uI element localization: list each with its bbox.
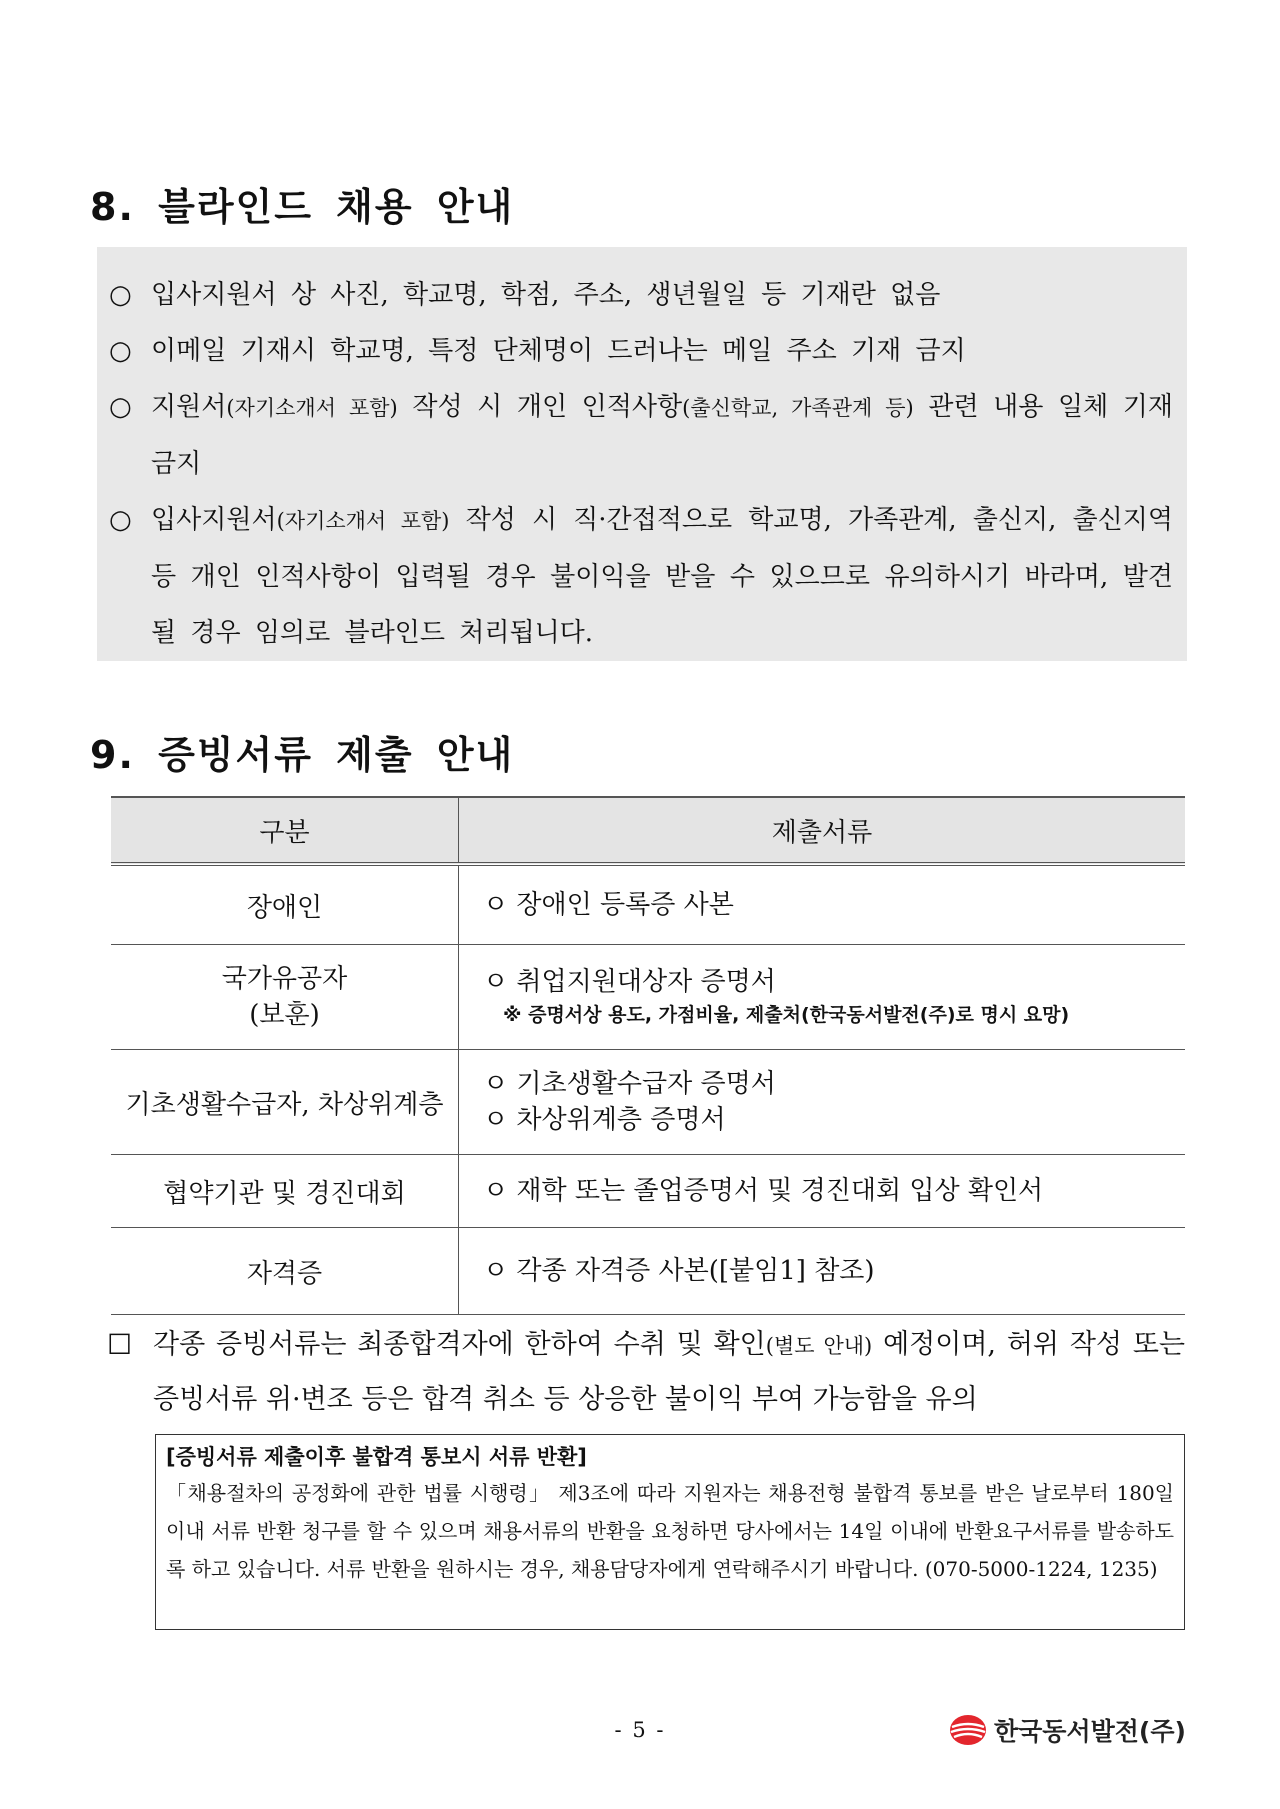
- row-category: 자격증: [111, 1228, 459, 1315]
- blind-item-text: 입사지원서: [151, 505, 277, 535]
- header-category: 구분: [111, 797, 459, 864]
- page-number: - 5 -: [614, 1718, 666, 1742]
- blind-item-small: (자기소개서 포함): [276, 509, 450, 533]
- ewp-logo-icon: [948, 1713, 988, 1747]
- circle-bullet: ○: [109, 336, 132, 366]
- documents-table: [111, 796, 1185, 1315]
- row-category: 협약기관 및 경진대회: [111, 1155, 459, 1228]
- return-box-title: [증빙서류 제출이후 불합격 통보시 서류 반환]: [166, 1445, 587, 1469]
- circle-bullet: ○: [109, 505, 132, 535]
- blind-item-3: [109, 379, 1173, 492]
- document-return-box: [155, 1434, 1185, 1630]
- row-category-sub: (보훈): [249, 1000, 320, 1030]
- row-document: ㅇ 차상위계층 증명서: [483, 1105, 726, 1135]
- row-category: 국가유공자: [221, 964, 348, 994]
- blind-item-2: [109, 323, 1173, 379]
- blind-item-1: [109, 267, 1173, 323]
- return-box-body: 「채용절차의 공정화에 관한 법률 시행령」 제3조에 따라 지원자는 채용전형 불합격 통보를 받은 날로부터 180일 이내 서류 반환 청구를 할 수 있으며 채용서류의 반환을 요청하면 당사에서는 14일 이내에 반환요구서류를 발송하도록 하고 있습니다. 서류 반환을 원하시는 경우, 채용담당자에게 연락해주시기 바랍니다. (070-5000-1224, 1235): [166, 1481, 1174, 1581]
- blind-item-text: 관련 내용 일체 기재 금지: [151, 392, 1173, 479]
- row-document: ㅇ 취업지원대상자 증명서: [483, 967, 776, 997]
- table-row: [111, 1228, 1185, 1315]
- row-category: 기초생활수급자, 차상위계층: [111, 1050, 459, 1155]
- blind-item-small: (출신학교, 가족관계 등): [682, 396, 914, 420]
- circle-bullet: ○: [109, 280, 132, 310]
- section-8-title: 8. 블라인드 채용 안내: [90, 185, 515, 229]
- blind-item-text: 작성 시 직·간접적으로 학교명, 가족관계, 출신지, 출신지역 등 개인 인적사항이 입력될 경우 불이익을 받을 수 있으므로 유의하시기 바라며, 발견될 경우 임의로 블라인드 처리됩니다.: [151, 505, 1173, 648]
- row-document: ㅇ 각종 자격증 사본([붙임1] 참조): [483, 1256, 875, 1286]
- table-row: [111, 864, 1185, 945]
- submission-note: [107, 1318, 1185, 1427]
- table-row: [111, 1050, 1185, 1155]
- blind-item-text: 입사지원서 상 사진, 학교명, 학점, 주소, 생년월일 등 기재란 없음: [151, 280, 941, 310]
- logo-text: 한국동서발전(주): [994, 1717, 1186, 1746]
- submission-note-small: (별도 안내): [765, 1334, 873, 1358]
- row-document: ㅇ 재학 또는 졸업증명서 및 경진대회 입상 확인서: [483, 1176, 1044, 1206]
- blind-item-text: 지원서: [151, 392, 227, 422]
- table-row: [111, 1155, 1185, 1228]
- row-note: ※ 증명서상 용도, 가점비율, 제출처(한국동서발전(주)로 명시 요망): [503, 1004, 1070, 1026]
- blind-recruitment-box: [97, 247, 1187, 661]
- row-category: 장애인: [111, 864, 459, 945]
- row-document: ㅇ 기초생활수급자 증명서: [483, 1069, 776, 1099]
- blind-item-text: 이메일 기재시 학교명, 특정 단체명이 드러나는 메일 주소 기재 금지: [151, 336, 966, 366]
- blind-item-4: [109, 492, 1173, 661]
- checkbox-bullet: ☐: [107, 1328, 133, 1361]
- table-row: [111, 945, 1185, 1050]
- header-documents: 제출서류: [459, 797, 1186, 864]
- blind-item-text: 작성 시 개인 인적사항: [397, 392, 683, 422]
- table-header-row: [111, 797, 1185, 864]
- submission-note-text: 예정이며, 허위 작성 또는 증빙서류 위·변조 등은 합격 취소 등 상응한 불이익 부여 가능함을 유의: [153, 1329, 1185, 1415]
- blind-item-small: (자기소개서 포함): [226, 396, 398, 420]
- section-9-title: 9. 증빙서류 제출 안내: [90, 733, 515, 777]
- row-document: ㅇ 장애인 등록증 사본: [483, 890, 734, 920]
- company-logo: [948, 1710, 1186, 1750]
- circle-bullet: ○: [109, 392, 132, 422]
- submission-note-text: 각종 증빙서류는 최종합격자에 한하여 수취 및 확인: [153, 1329, 766, 1360]
